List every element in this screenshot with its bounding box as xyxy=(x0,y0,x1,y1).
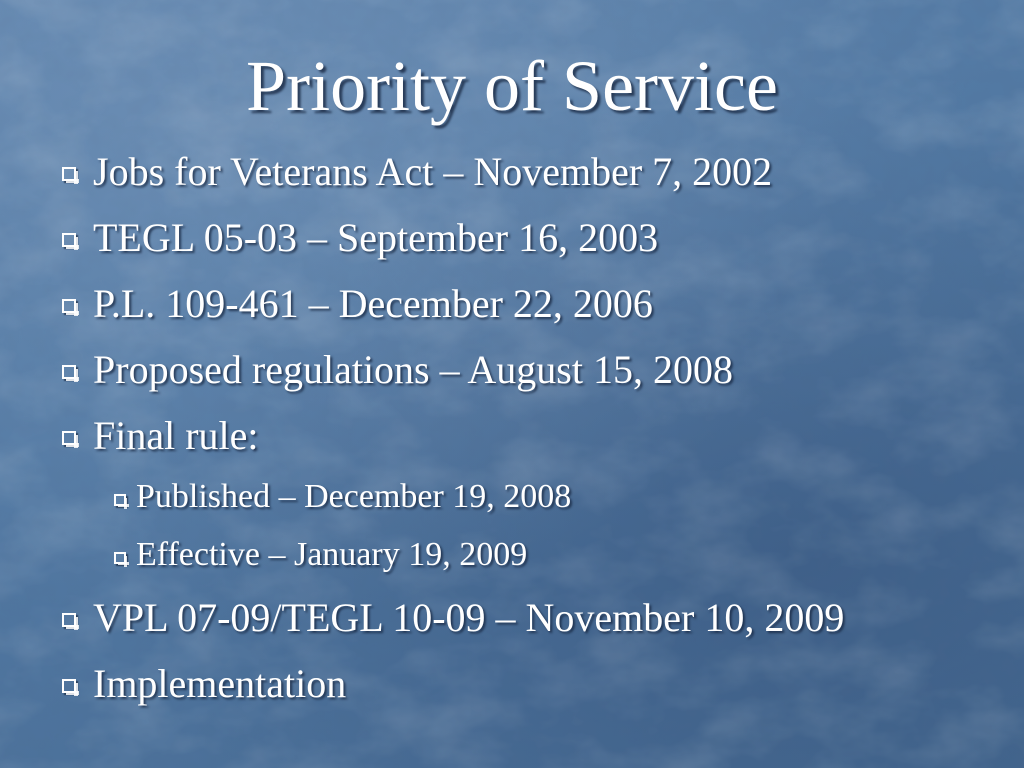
sub-bullet-text: Effective – January 19, 2009 xyxy=(136,536,528,573)
square-bullet-icon xyxy=(114,552,126,564)
sub-bullet-item xyxy=(62,526,1002,584)
bullet-item xyxy=(62,650,1002,716)
bullet-item xyxy=(62,270,1002,336)
square-bullet-icon xyxy=(62,679,76,693)
bullet-text: Proposed regulations – August 15, 2008 xyxy=(93,346,733,392)
bullet-item xyxy=(62,402,1002,468)
bullet-text: VPL 07-09/TEGL 10-09 – November 10, 2009 xyxy=(93,594,845,640)
bullet-item xyxy=(62,336,1002,402)
square-bullet-icon xyxy=(114,494,126,506)
bullet-item xyxy=(62,584,1002,650)
bullet-text: Final rule: xyxy=(93,412,259,458)
sub-bullet-item xyxy=(62,468,1002,526)
square-bullet-icon xyxy=(62,299,76,313)
sub-bullet-text: Published – December 19, 2008 xyxy=(136,478,572,515)
bullet-list xyxy=(62,138,1002,716)
square-bullet-icon xyxy=(62,613,76,627)
bullet-text: Implementation xyxy=(93,660,347,706)
square-bullet-icon xyxy=(62,167,76,181)
bullet-text: Jobs for Veterans Act – November 7, 2002 xyxy=(93,148,773,194)
bullet-text: P.L. 109-461 – December 22, 2006 xyxy=(93,280,653,326)
slide-title: Priority of Service xyxy=(246,46,778,126)
bullet-text: TEGL 05-03 – September 16, 2003 xyxy=(93,214,659,260)
bullet-item xyxy=(62,138,1002,204)
bullet-item xyxy=(62,204,1002,270)
square-bullet-icon xyxy=(62,431,76,445)
square-bullet-icon xyxy=(62,233,76,247)
square-bullet-icon xyxy=(62,365,76,379)
